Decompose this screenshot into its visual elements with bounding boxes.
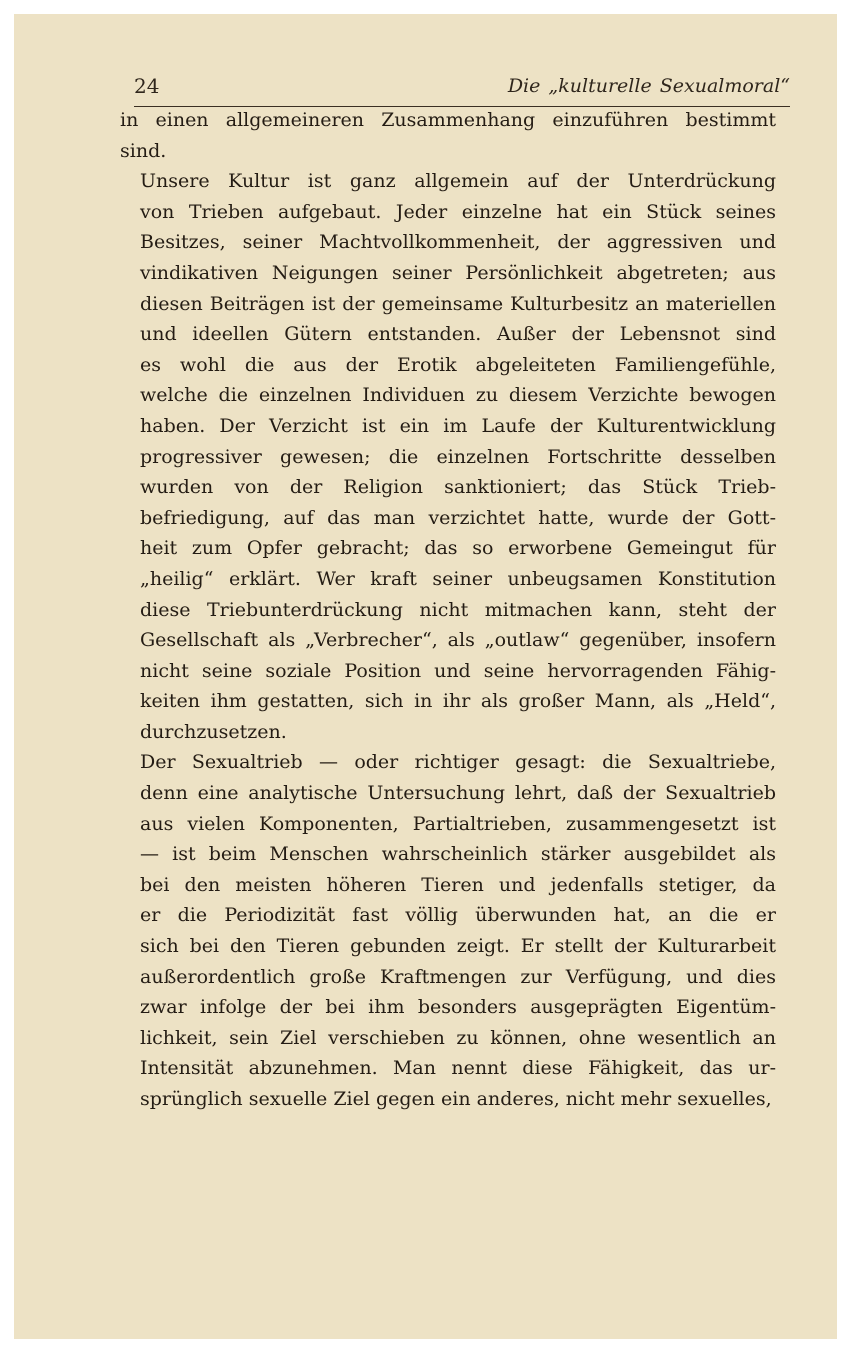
paragraph <box>120 747 776 1114</box>
text-line: bei den meisten höheren Tieren und jedenfalls stetiger, da <box>140 873 776 896</box>
text-line: zwar infolge der bei ihm besonders ausgeprägten Eigentüm- <box>140 996 776 1019</box>
text-line: Besitzes, seiner Machtvollkommenheit, der aggressiven und <box>140 231 776 254</box>
text-line: — ist beim Menschen wahrscheinlich stärker ausgebildet als <box>140 843 776 866</box>
text-line: sich bei den Tieren gebunden zeigt. Er stellt der Kulturarbeit <box>140 935 776 958</box>
text-line: „heilig“ erklärt. Wer kraft seiner unbeugsamen Konstitution <box>140 567 776 590</box>
text-line: befriedigung, auf das man verzichtet hatte, wurde der Gott- <box>140 506 776 529</box>
text-line: er die Periodizität fast völlig überwunden hat, an die er <box>140 904 776 927</box>
text-line: wurden von der Religion sanktioniert; das Stück Trieb- <box>140 476 776 499</box>
text-line: Intensität abzunehmen. Man nennt diese Fähigkeit, das ur- <box>140 1057 776 1080</box>
text-line: heit zum Opfer gebracht; das so erworbene Gemeingut für <box>140 537 776 560</box>
text-line: sind. <box>120 139 167 162</box>
text-line: lichkeit, sein Ziel verschieben zu können, ohne wesentlich an <box>140 1026 776 1049</box>
text-line: und ideellen Gütern entstanden. Außer der Lebensnot sind <box>140 323 776 346</box>
text-line: progressiver gewesen; die einzelnen Fortschritte desselben <box>140 445 776 468</box>
text-line: keiten ihm gestatten, sich in ihr als großer Mann, als „Held“, <box>140 690 776 713</box>
text-line: von Trieben aufgebaut. Jeder einzelne hat ein Stück seines <box>140 200 776 223</box>
page-header <box>134 74 790 104</box>
paragraph <box>120 166 776 747</box>
text-line: es wohl die aus der Erotik abgeleiteten Familiengefühle, <box>140 353 776 376</box>
text-line: außerordentlich große Kraftmengen zur Verfügung, und dies <box>140 965 776 988</box>
text-line: Unsere Kultur ist ganz allgemein auf der Unterdrückung <box>140 170 776 193</box>
text-line: durchzusetzen. <box>140 720 287 743</box>
page-number: 24 <box>134 74 160 98</box>
paragraph <box>120 105 776 166</box>
text-line: Der Sexualtrieb — oder richtiger gesagt: die Sexualtriebe, <box>140 751 776 774</box>
text-line: aus vielen Komponenten, Partialtrieben, zusammengesetzt ist <box>140 812 776 835</box>
running-title: Die „kulturelle Sexualmoral“ <box>507 75 790 97</box>
text-line: in einen allgemeineren Zusammenhang einzuführen bestimmt <box>120 109 776 131</box>
text-line: sprünglich sexuelle Ziel gegen ein anderes, nicht mehr sexuelles, <box>140 1088 772 1110</box>
text-line: nicht seine soziale Position und seine hervorragenden Fähig- <box>140 659 776 682</box>
body-text <box>120 105 776 1115</box>
text-line: haben. Der Verzicht ist ein im Laufe der Kulturentwicklung <box>140 414 776 437</box>
text-line: vindikativen Neigungen seiner Persönlichkeit abgetreten; aus <box>140 261 776 284</box>
text-line: diese Triebunterdrückung nicht mitmachen kann, steht der <box>140 598 776 621</box>
text-line: Gesellschaft als „Verbrecher“, als „outlaw“ gegenüber, insofern <box>140 629 776 652</box>
text-line: diesen Beiträgen ist der gemeinsame Kulturbesitz an materiellen <box>140 292 776 315</box>
text-line: welche die einzelnen Individuen zu diesem Verzichte bewogen <box>140 384 776 407</box>
text-line: denn eine analytische Untersuchung lehrt, daß der Sexualtrieb <box>140 782 776 805</box>
